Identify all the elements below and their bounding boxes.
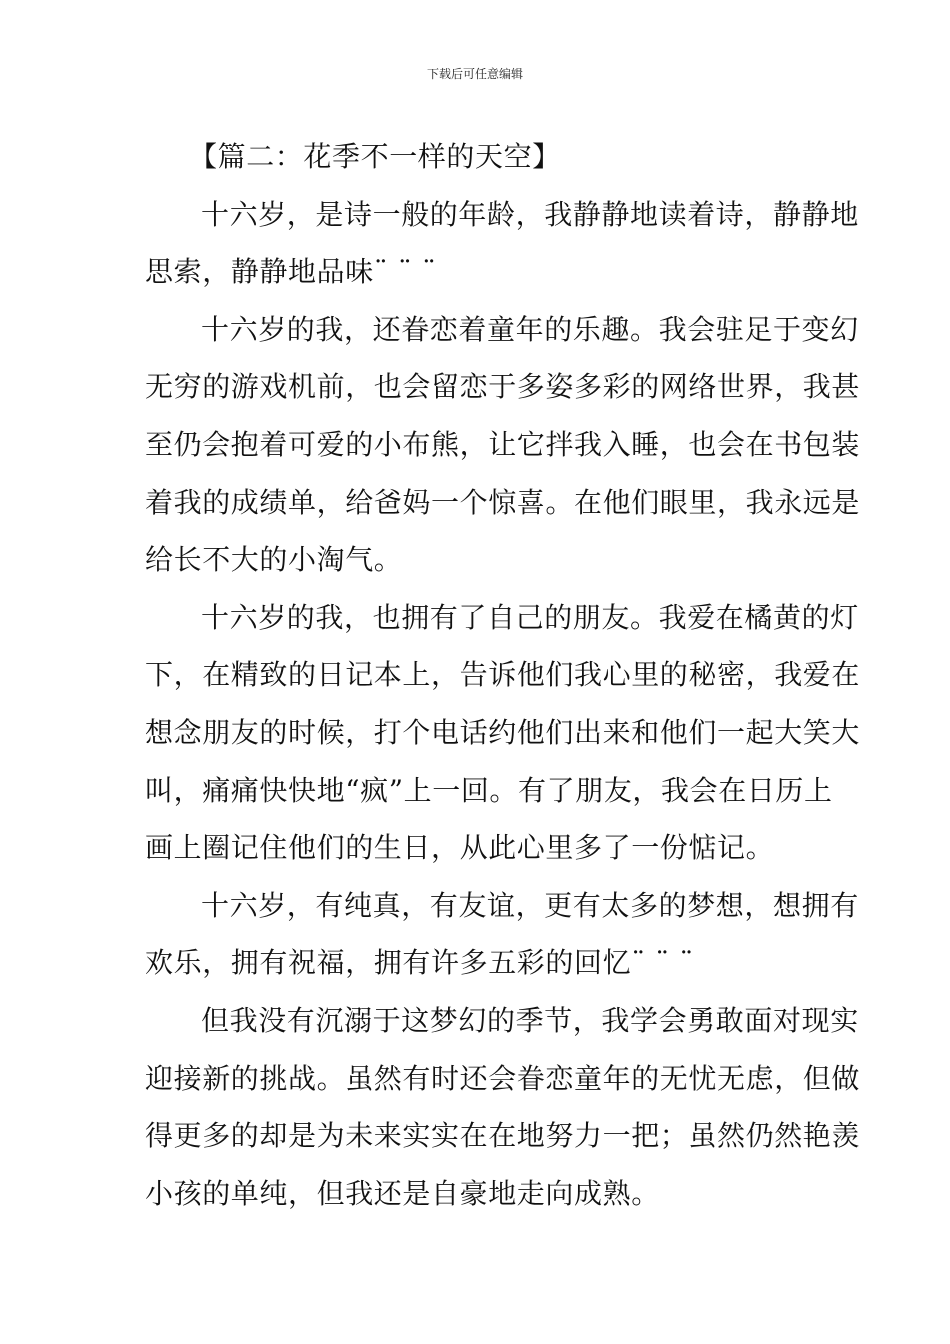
article-body: [145, 128, 861, 1222]
paragraph-line: 迎接新的挑战。虽然有时还会眷恋童年的无忧无虑，但做: [145, 1061, 861, 1095]
page-header: 下载后可任意编辑: [426, 67, 523, 81]
paragraph-line: 十六岁的我，还眷恋着童年的乐趣。我会驻足于变幻: [201, 312, 859, 346]
paragraph-line: 叫，痛痛快快地“疯”上一回。有了朋友，我会在日历上: [145, 773, 833, 807]
paragraph-5: [145, 992, 861, 1222]
paragraph-line: 小孩的单纯，但我还是自豪地走向成熟。: [145, 1176, 660, 1210]
paragraph-line: 画上圈记住他们的生日，从此心里多了一份惦记。: [145, 831, 775, 865]
paragraph-line: 欢乐，拥有祝福，拥有许多五彩的回忆¨ ¨ ¨: [145, 946, 695, 980]
paragraph-4: [145, 877, 859, 992]
paragraph-2: [145, 301, 861, 589]
paragraph-line: 下，在精致的日记本上，告诉他们我心里的秘密，我爱在: [145, 658, 861, 692]
paragraph-line: 无穷的游戏机前，也会留恋于多姿多彩的网络世界，我甚: [145, 370, 861, 404]
paragraph-line: 想念朋友的时候，打个电话约他们出来和他们一起大笑大: [145, 715, 861, 749]
paragraph-line: 十六岁的我，也拥有了自己的朋友。我爱在橘黄的灯: [201, 600, 859, 634]
paragraph-line: 着我的成绩单，给爸妈一个惊喜。在他们眼里，我永远是: [145, 485, 861, 519]
paragraph-1: [145, 186, 859, 301]
paragraph-line: 至仍会抱着可爱的小布熊，让它拌我入睡，也会在书包装: [145, 427, 861, 461]
paragraph-line: 但我没有沉溺于这梦幻的季节，我学会勇敢面对现实: [201, 1003, 859, 1037]
paragraph-line: 思索，静静地品味¨ ¨ ¨: [145, 255, 437, 289]
paragraph-line: 给长不大的小淘气。: [145, 543, 403, 577]
paragraph-line: 十六岁，是诗一般的年龄，我静静地读着诗，静静地: [201, 197, 859, 231]
article-title: 【篇二：花季不一样的天空】: [189, 140, 561, 173]
paragraph-line: 十六岁，有纯真，有友谊，更有太多的梦想，想拥有: [201, 888, 859, 922]
paragraph-line: 得更多的却是为未来实实在在地努力一把；虽然仍然艳羡: [145, 1119, 861, 1153]
paragraph-3: [145, 589, 861, 877]
